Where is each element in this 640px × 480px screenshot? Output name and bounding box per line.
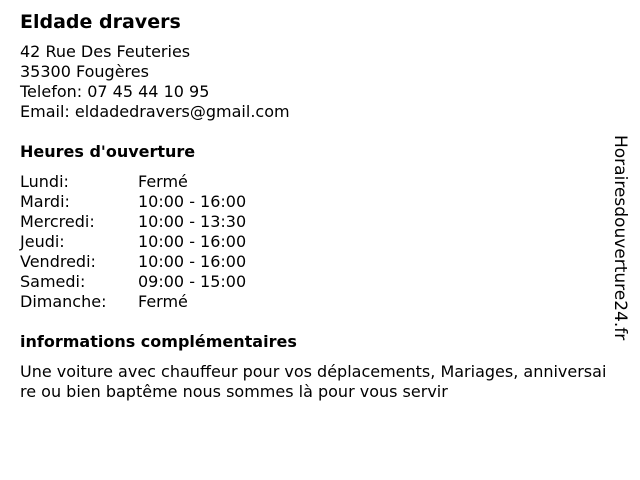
hours-row <box>20 192 246 212</box>
hours-row <box>20 172 246 192</box>
day-hours: 10:00 - 16:00 <box>138 252 247 271</box>
additional-info-text: Une voiture avec chauffeur pour vos déplacements, Mariages, anniversaire ou bien baptême nous sommes là pour vous servir <box>20 362 607 401</box>
day-hours: 10:00 - 16:00 <box>138 232 247 251</box>
day-label: Mercredi: <box>20 212 95 231</box>
day-label: Dimanche: <box>20 292 107 311</box>
opening-hours-heading: Heures d'ouverture <box>20 142 196 161</box>
hours-row <box>20 272 246 292</box>
site-watermark: Horairesdouverture24.fr <box>610 135 630 341</box>
day-label: Vendredi: <box>20 252 96 271</box>
hours-row <box>20 292 246 312</box>
day-label: Lundi: <box>20 172 69 191</box>
day-hours: Fermé <box>138 292 188 311</box>
email-line: Email: eldadedravers@gmail.com <box>20 102 290 121</box>
day-label: Jeudi: <box>20 232 65 251</box>
hours-row <box>20 252 246 272</box>
day-hours: Fermé <box>138 172 188 191</box>
day-label: Mardi: <box>20 192 70 211</box>
contact-block <box>20 42 605 122</box>
business-card <box>20 10 605 402</box>
address-street: 42 Rue Des Feuteries <box>20 42 191 61</box>
day-hours: 09:00 - 15:00 <box>138 272 247 291</box>
day-label: Samedi: <box>20 272 86 291</box>
additional-info-heading: informations complémentaires <box>20 332 297 351</box>
hours-row <box>20 212 246 232</box>
day-hours: 10:00 - 13:30 <box>138 212 247 231</box>
day-hours: 10:00 - 16:00 <box>138 192 247 211</box>
address-city: 35300 Fougères <box>20 62 149 81</box>
opening-hours-table <box>20 172 246 312</box>
business-name: Eldade dravers <box>20 11 181 33</box>
phone-line: Telefon: 07 45 44 10 95 <box>20 82 210 101</box>
hours-row <box>20 232 246 252</box>
